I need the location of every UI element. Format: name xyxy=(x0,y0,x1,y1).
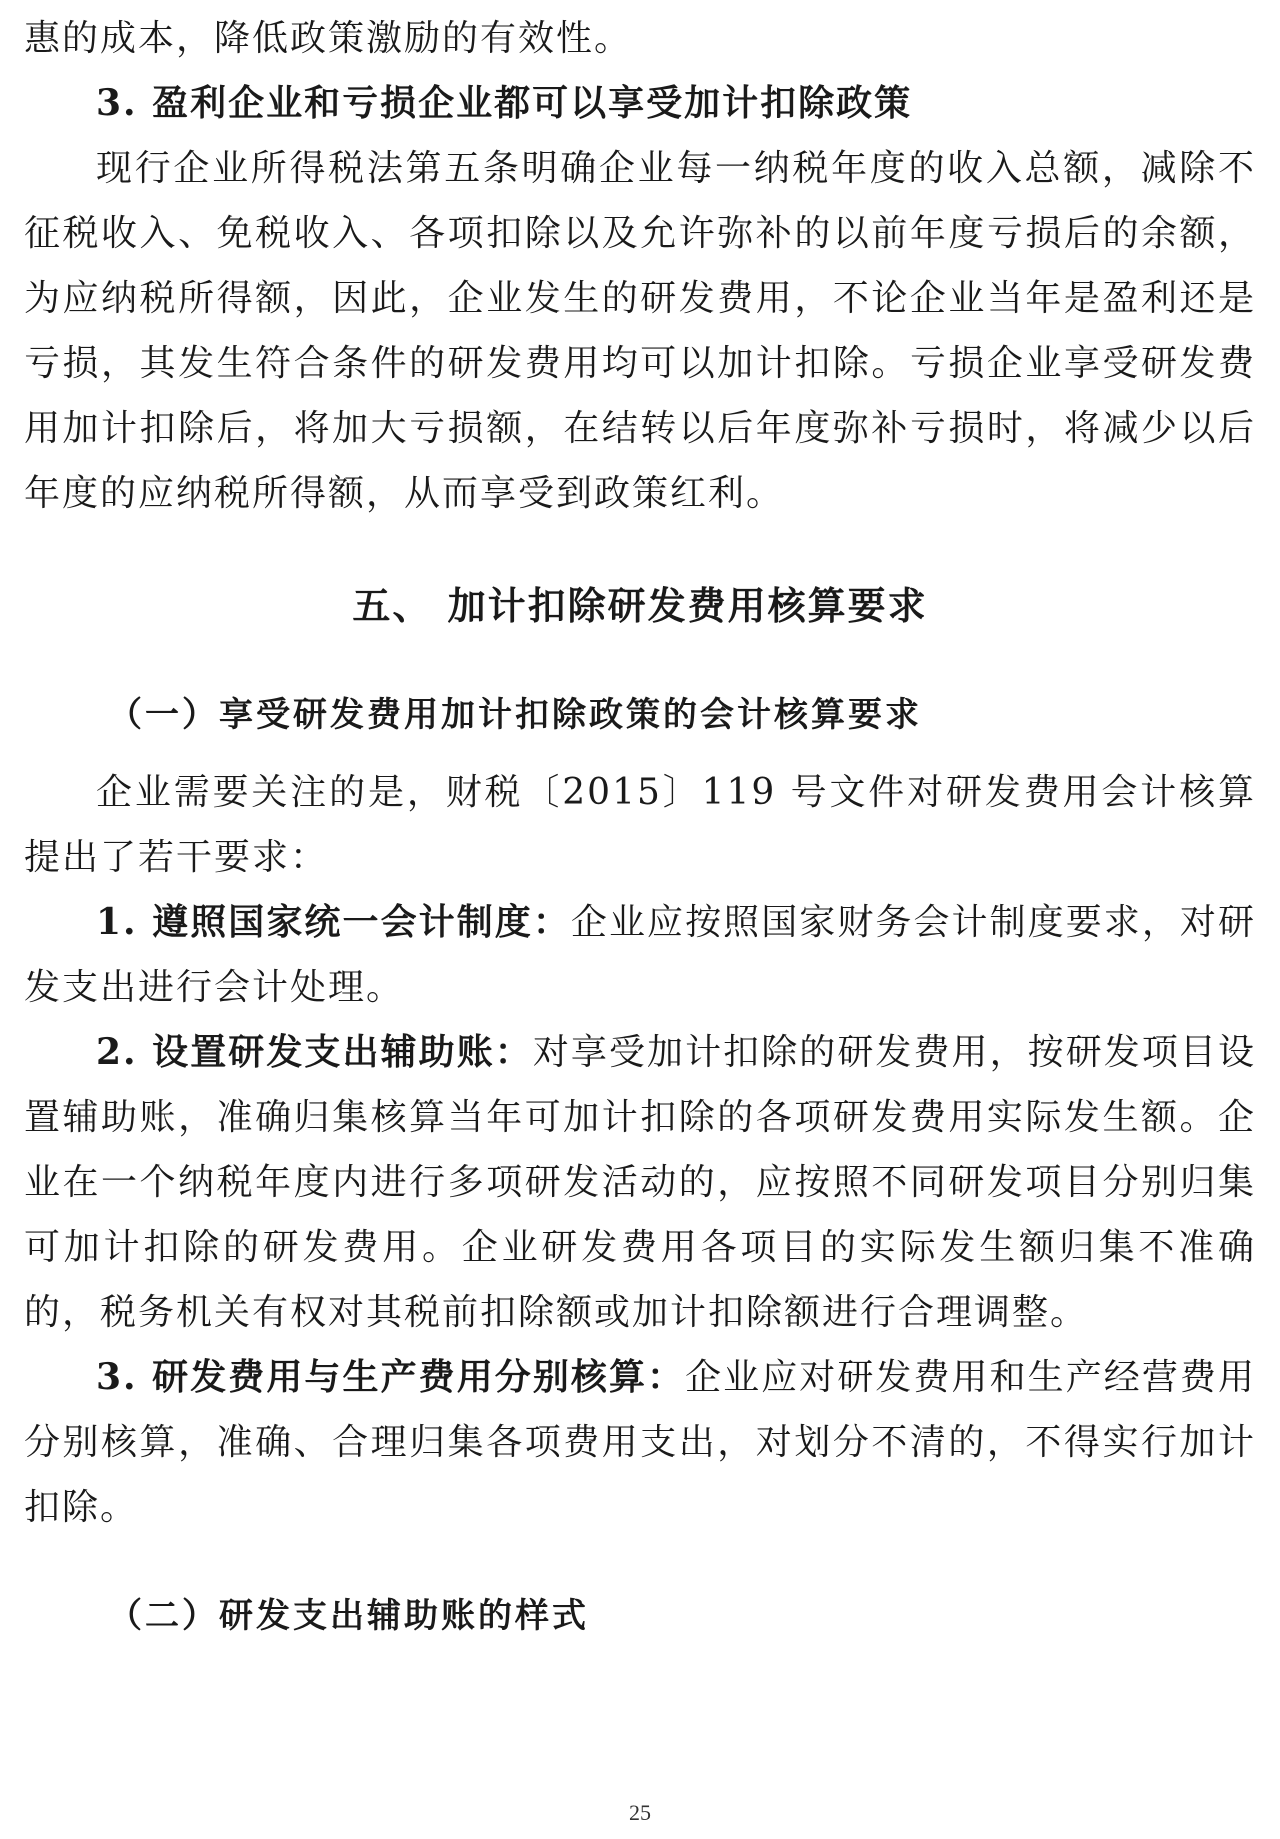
sub2-title: （二）研发支出辅助账的样式 xyxy=(108,1596,589,1636)
sub1-title: （一）享受研发费用加计扣除政策的会计核算要求 xyxy=(108,695,922,735)
point3-heading: 3. 盈利企业和亏损企业都可以享受加计扣除政策 xyxy=(96,82,913,124)
requirement-item-text: 企业应按照国家财务会计制度要求，对研发支出进行会计处理。 xyxy=(24,902,1256,1008)
intro-line: 惠的成本，降低政策激励的有效性。 xyxy=(24,18,633,59)
requirement-item-2 xyxy=(24,1020,1256,1345)
requirement-item-3 xyxy=(24,1345,1256,1540)
requirement-item-1 xyxy=(24,890,1256,1020)
requirement-item-text: 对享受加计扣除的研发费用，按研发项目设置辅助账，准确归集核算当年可加计扣除的各项研发费用实际发生额。企业在一个纳税年度内进行多项研发活动的，应按照不同研发项目分别归集可加计扣除的研发费用。企业研发费用各项目的实际发生额归集不准确的，税务机关有权对其税前扣除额或加计扣除额进行合理调整。 xyxy=(24,1032,1256,1333)
page-number: 25 xyxy=(629,1800,651,1825)
sub1-intro: 企业需要关注的是，财税〔2015〕119 号文件对研发费用会计核算提出了若干要求： xyxy=(24,772,1256,878)
requirement-item-label: 3. 研发费用与生产费用分别核算： xyxy=(96,1356,686,1398)
requirement-item-text: 企业应对研发费用和生产经营费用分别核算，准确、合理归集各项费用支出，对划分不清的，不得实行加计扣除。 xyxy=(24,1357,1256,1528)
point3-body: 现行企业所得税法第五条明确企业每一纳税年度的收入总额，减除不征税收入、免税收入、各项扣除以及允许弥补的以前年度亏损后的余额，为应纳税所得额，因此，企业发生的研发费用，不论企业当年是盈利还是亏损，其发生符合条件的研发费用均可以加计扣除。亏损企业享受研发费用加计扣除后，将加大亏损额，在结转以后年度弥补亏损时，将减少以后年度的应纳税所得额，从而享受到政策红利。 xyxy=(24,148,1256,514)
requirement-item-label: 1. 遵照国家统一会计制度： xyxy=(96,901,571,943)
requirement-item-label: 2. 设置研发支出辅助账： xyxy=(96,1031,533,1073)
section5-title: 五、 加计扣除研发费用核算要求 xyxy=(352,584,928,628)
